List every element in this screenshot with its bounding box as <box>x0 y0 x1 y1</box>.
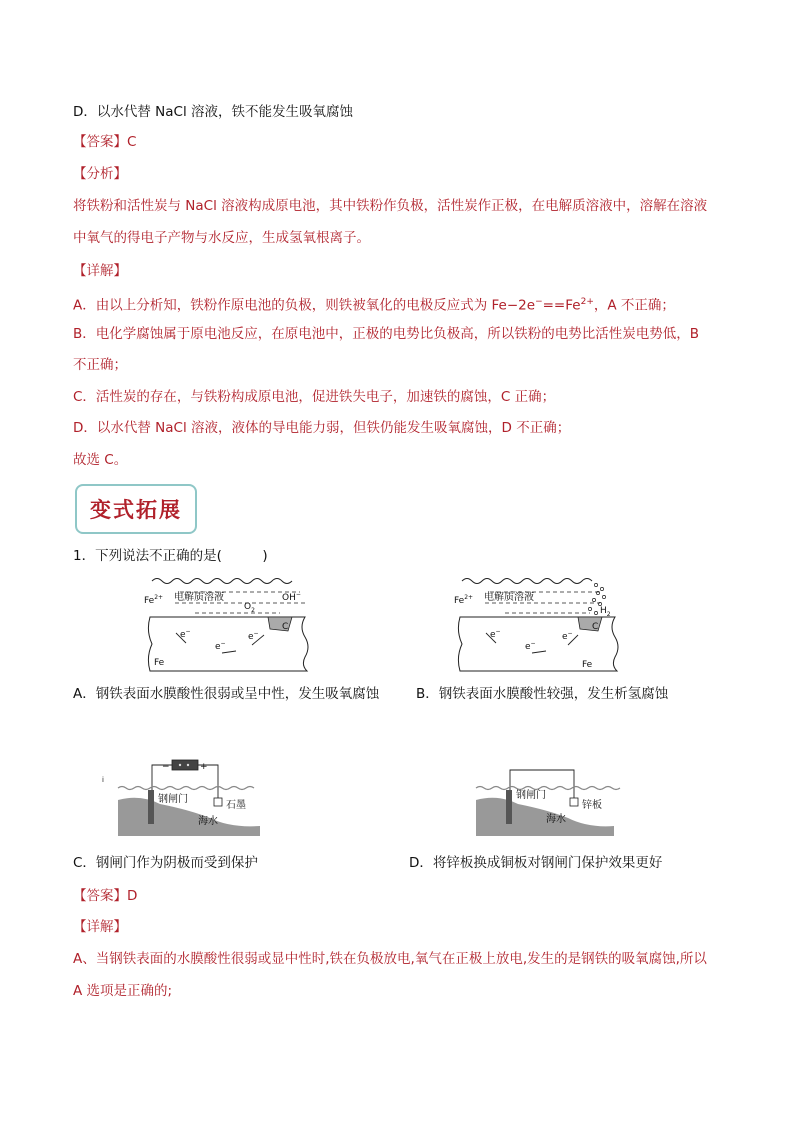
svg-text:e−: e− <box>215 640 226 652</box>
svg-text:钢闸门: 钢闸门 <box>516 790 546 801</box>
question-text: 1．下列说法不正确的是( ) <box>73 548 268 564</box>
svg-text:e−: e− <box>562 630 573 642</box>
analysis-text-2: 中氧气的得电子产物与水反应，生成氢氧根离子。 <box>73 230 370 246</box>
detail2-text-1: A、当钢铁表面的水膜酸性很弱或显中性时,铁在负极放电,氧气在正极上放电,发生的是钢铁的吸氧腐蚀,所以 <box>73 951 707 967</box>
label-o2-sub: 2 <box>251 607 255 614</box>
svg-text:OH− <box>282 591 301 603</box>
figure-b-hydrogen-corrosion <box>450 573 625 673</box>
section-title: 变式拓展 <box>90 497 182 522</box>
label-h2-sub: 2 <box>606 611 611 618</box>
svg-text:Fe2+ <box>144 594 163 606</box>
svg-text:e−: e− <box>525 640 536 652</box>
label-fe2-sup: 2+ <box>154 594 164 601</box>
label-c: C <box>282 622 289 632</box>
detail2-text-2: A 选项是正确的; <box>73 983 173 999</box>
conclusion: 故选 C。 <box>73 452 128 468</box>
svg-text:电解质溶液: 电解质溶液 <box>484 592 534 603</box>
option-c: C．钢闸门作为阴极而受到保护 <box>73 855 258 871</box>
detail-a-mid: ==Fe <box>542 297 581 314</box>
answer-label-2: 【答案】D <box>73 888 138 904</box>
label-oh: OH <box>282 593 296 603</box>
option-a: A．钢铁表面水膜酸性很弱或呈中性，发生吸氧腐蚀 <box>73 686 380 702</box>
svg-text:e−: e− <box>248 630 259 642</box>
svg-text:Fe2+: $Fe^{2+}$ <box>454 594 474 606</box>
label-gate: 钢闸门 <box>158 794 188 805</box>
svg-text:e−: e− <box>180 628 191 640</box>
analysis-label: 【分析】 <box>73 166 127 182</box>
detail-d: D．以水代替 NaCl 溶液，液体的导电能力弱，但铁仍能发生吸氧腐蚀，D 不正确； <box>73 420 571 436</box>
option-b: B．钢铁表面水膜酸性较强，发生析氢腐蚀 <box>416 686 669 702</box>
svg-text:e−: e− <box>490 628 501 640</box>
label-minus: − <box>162 762 170 772</box>
detail-b-2: 不正确； <box>73 357 127 373</box>
figure-c-impressed-current <box>100 758 265 838</box>
e-sup: − <box>535 297 543 307</box>
svg-text:O2 <box>244 602 255 614</box>
label-plus: + <box>200 762 208 772</box>
detail-a <box>73 292 675 316</box>
label-h2: H <box>600 606 607 616</box>
detail-label-2: 【详解】 <box>73 919 127 935</box>
detail-c: C．活性炭的存在，与铁粉构成原电池，促进铁失电子，加速铁的腐蚀，C 正确； <box>73 389 556 405</box>
svg-text:C: C <box>592 622 599 632</box>
detail-label: 【详解】 <box>73 263 127 279</box>
svg-text:海水: 海水 <box>546 814 566 825</box>
label-zinc: 锌板 <box>582 800 602 811</box>
svg-text:Fe: Fe <box>582 660 593 670</box>
svg-text:H2 <box>600 606 611 618</box>
fe2-sup: 2+ <box>580 297 594 307</box>
option-d: D．将锌板换成铜板对钢闸门保护效果更好 <box>409 855 663 871</box>
label-o2: O <box>244 602 252 612</box>
svg-text:i: i <box>102 776 104 784</box>
label-fe: Fe <box>154 658 165 668</box>
label-graphite: 石墨 <box>226 800 246 811</box>
figure-d-sacrificial-anode <box>468 758 633 838</box>
figure-a-oxygen-corrosion <box>140 573 315 673</box>
label-seawater: 海水 <box>198 816 218 827</box>
detail-a-post: ，A 不正确； <box>593 297 675 314</box>
label-fe2: Fe <box>144 596 155 606</box>
detail-a-pre: A．由以上分析知，铁粉作原电池的负极，则铁被氧化的电极反应式为 Fe−2e <box>73 297 536 314</box>
option-d-text: D．以水代替 NaCl 溶液，铁不能发生吸氧腐蚀 <box>73 104 354 120</box>
label-electrolyte: 电解质溶液 <box>174 592 224 603</box>
label-oh-sup: − <box>295 591 301 598</box>
analysis-text-1: 将铁粉和活性炭与 NaCl 溶液构成原电池，其中铁粉作负极，活性炭作正极，在电解质溶液中，溶解在溶液 <box>73 198 708 214</box>
answer-label: 【答案】C <box>73 134 137 150</box>
detail-b-1: B．电化学腐蚀属于原电池反应，在原电池中，正极的电势比负极高，所以铁粉的电势比活性炭电势低，B <box>73 326 700 342</box>
section-title-box <box>75 484 197 534</box>
